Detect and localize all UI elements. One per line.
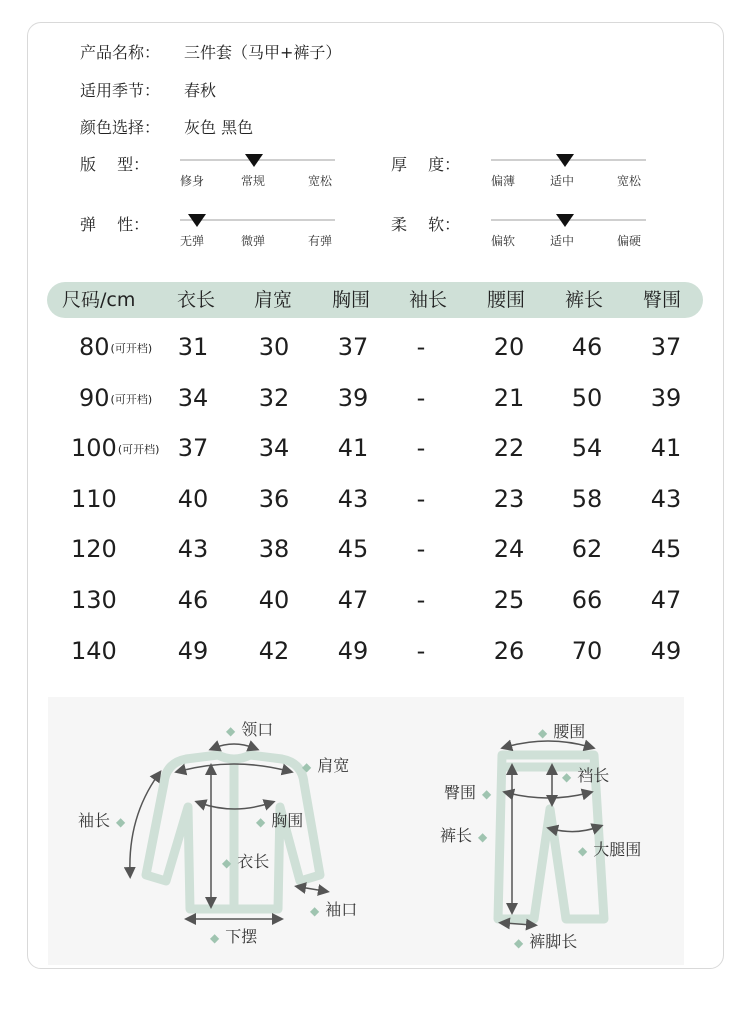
open-crotch-note: (可开档) xyxy=(117,443,160,456)
length-label: ◆ 衣长 xyxy=(222,852,270,871)
table-row xyxy=(0,479,750,519)
header-pants-length: 裤长 xyxy=(565,289,604,311)
pants-length-label: 裤长 ◆ xyxy=(440,826,488,845)
table-cell: - xyxy=(416,586,426,614)
table-cell: 46 xyxy=(177,586,209,614)
table-cell: 43 xyxy=(650,485,682,513)
size-cell: 120 xyxy=(71,535,117,563)
size-cell: 100(可开档) xyxy=(71,434,160,462)
collar-label: ◆ 领口 xyxy=(226,720,274,739)
leg-opening-label: ◆ 裤脚长 xyxy=(514,932,578,951)
table-cell: 34 xyxy=(258,434,290,462)
hem-label: ◆ 下摆 xyxy=(210,927,258,946)
table-cell: 21 xyxy=(493,384,525,412)
thickness-option: 宽松 xyxy=(617,174,642,188)
table-cell: 37 xyxy=(337,333,369,361)
jacket-outline xyxy=(146,755,320,909)
fit-option: 常规 xyxy=(241,174,266,188)
table-cell: 43 xyxy=(337,485,369,513)
size-cell: 90(可开档) xyxy=(79,384,153,412)
softness-track xyxy=(491,212,646,252)
softness-label: 柔 软： xyxy=(391,215,461,234)
table-cell: 37 xyxy=(650,333,682,361)
table-cell: 43 xyxy=(177,535,209,563)
table-row xyxy=(0,428,750,468)
thickness-label: 厚 度： xyxy=(391,155,461,174)
table-cell: 37 xyxy=(177,434,209,462)
table-row xyxy=(0,327,750,367)
table-cell: 66 xyxy=(571,586,603,614)
color-row xyxy=(80,115,253,138)
table-cell: 39 xyxy=(337,384,369,412)
softness-option: 偏硬 xyxy=(617,234,642,248)
thickness-option: 偏薄 xyxy=(491,174,516,188)
table-cell: 47 xyxy=(337,586,369,614)
size-cell: 140 xyxy=(71,637,117,665)
table-cell: 41 xyxy=(650,434,682,462)
season-label: 适用季节： xyxy=(80,81,161,100)
hip-label: 臀围 ◆ xyxy=(444,783,492,802)
table-cell: - xyxy=(416,434,426,462)
table-cell: - xyxy=(416,637,426,665)
header-length: 衣长 xyxy=(177,289,216,311)
table-cell: 49 xyxy=(337,637,369,665)
table-row xyxy=(0,631,750,671)
table-cell: - xyxy=(416,384,426,412)
fit-marker xyxy=(245,154,263,167)
fit-option: 宽松 xyxy=(308,174,333,188)
rise-label: ◆ 裆长 xyxy=(562,766,610,785)
size-cell: 80(可开档) xyxy=(79,333,153,361)
table-cell: 36 xyxy=(258,485,290,513)
measurement-illustration xyxy=(48,697,684,965)
elastic-option: 有弹 xyxy=(308,234,333,248)
elastic-option: 无弹 xyxy=(180,234,205,248)
softness-marker xyxy=(556,214,574,227)
size-table-header xyxy=(47,282,703,318)
fit-track xyxy=(180,152,335,192)
table-cell: - xyxy=(416,535,426,563)
table-row xyxy=(0,580,750,620)
size-cell: 110 xyxy=(71,485,117,513)
table-cell: 70 xyxy=(571,637,603,665)
table-cell: 30 xyxy=(258,333,290,361)
fit-option: 修身 xyxy=(180,174,205,188)
softness-option: 偏软 xyxy=(491,234,516,248)
table-cell: 46 xyxy=(571,333,603,361)
table-cell: 54 xyxy=(571,434,603,462)
table-cell: 32 xyxy=(258,384,290,412)
table-cell: 58 xyxy=(571,485,603,513)
product-name-row xyxy=(80,40,341,63)
table-cell: 49 xyxy=(650,637,682,665)
table-cell: 25 xyxy=(493,586,525,614)
table-cell: - xyxy=(416,333,426,361)
elastic-option: 微弹 xyxy=(241,234,266,248)
header-size: 尺码/cm xyxy=(62,289,136,311)
table-cell: 45 xyxy=(650,535,682,563)
header-chest: 胸围 xyxy=(332,289,371,311)
header-shoulder: 肩宽 xyxy=(254,289,293,311)
table-cell: 62 xyxy=(571,535,603,563)
table-cell: 39 xyxy=(650,384,682,412)
table-cell: 42 xyxy=(258,637,290,665)
table-cell: 26 xyxy=(493,637,525,665)
product-name-value: 三件套（马甲+裤子） xyxy=(184,43,342,62)
open-crotch-note: (可开档) xyxy=(110,342,153,355)
measurement-diagram xyxy=(48,697,684,965)
table-cell: 24 xyxy=(493,535,525,563)
table-cell: 40 xyxy=(258,586,290,614)
chest-label: ◆ 胸围 xyxy=(256,811,304,830)
open-crotch-note: (可开档) xyxy=(110,393,153,406)
cuff-label: ◆ 袖口 xyxy=(310,900,358,919)
color-label: 颜色选择： xyxy=(80,118,161,137)
table-cell: 22 xyxy=(493,434,525,462)
table-cell: - xyxy=(416,485,426,513)
softness-option: 适中 xyxy=(550,234,575,248)
table-cell: 31 xyxy=(177,333,209,361)
table-cell: 41 xyxy=(337,434,369,462)
color-value: 灰色 黑色 xyxy=(184,118,254,137)
thickness-option: 适中 xyxy=(550,174,575,188)
elastic-marker xyxy=(188,214,206,227)
table-cell: 40 xyxy=(177,485,209,513)
thigh-label: ◆ 大腿围 xyxy=(578,840,642,859)
table-cell: 49 xyxy=(177,637,209,665)
table-cell: 23 xyxy=(493,485,525,513)
table-cell: 47 xyxy=(650,586,682,614)
shoulder-label: ◆ 肩宽 xyxy=(302,756,350,775)
season-value: 春秋 xyxy=(184,81,217,100)
thickness-marker xyxy=(556,154,574,167)
table-cell: 50 xyxy=(571,384,603,412)
table-row xyxy=(0,378,750,418)
thickness-track xyxy=(491,152,646,192)
table-cell: 34 xyxy=(177,384,209,412)
elastic-track xyxy=(180,212,335,252)
header-sleeve: 袖长 xyxy=(409,289,448,311)
table-row xyxy=(0,529,750,569)
season-row xyxy=(80,78,216,101)
sleeve-label: 袖长 ◆ xyxy=(78,811,126,830)
header-waist: 腰围 xyxy=(487,289,526,311)
product-name-label: 产品名称： xyxy=(80,43,161,62)
table-cell: 38 xyxy=(258,535,290,563)
elastic-label: 弹 性： xyxy=(80,215,150,234)
header-hip: 臀围 xyxy=(643,289,682,311)
table-cell: 20 xyxy=(493,333,525,361)
fit-label: 版 型： xyxy=(80,155,150,174)
waist-label: ◆ 腰围 xyxy=(538,722,586,741)
table-cell: 45 xyxy=(337,535,369,563)
size-cell: 130 xyxy=(71,586,117,614)
